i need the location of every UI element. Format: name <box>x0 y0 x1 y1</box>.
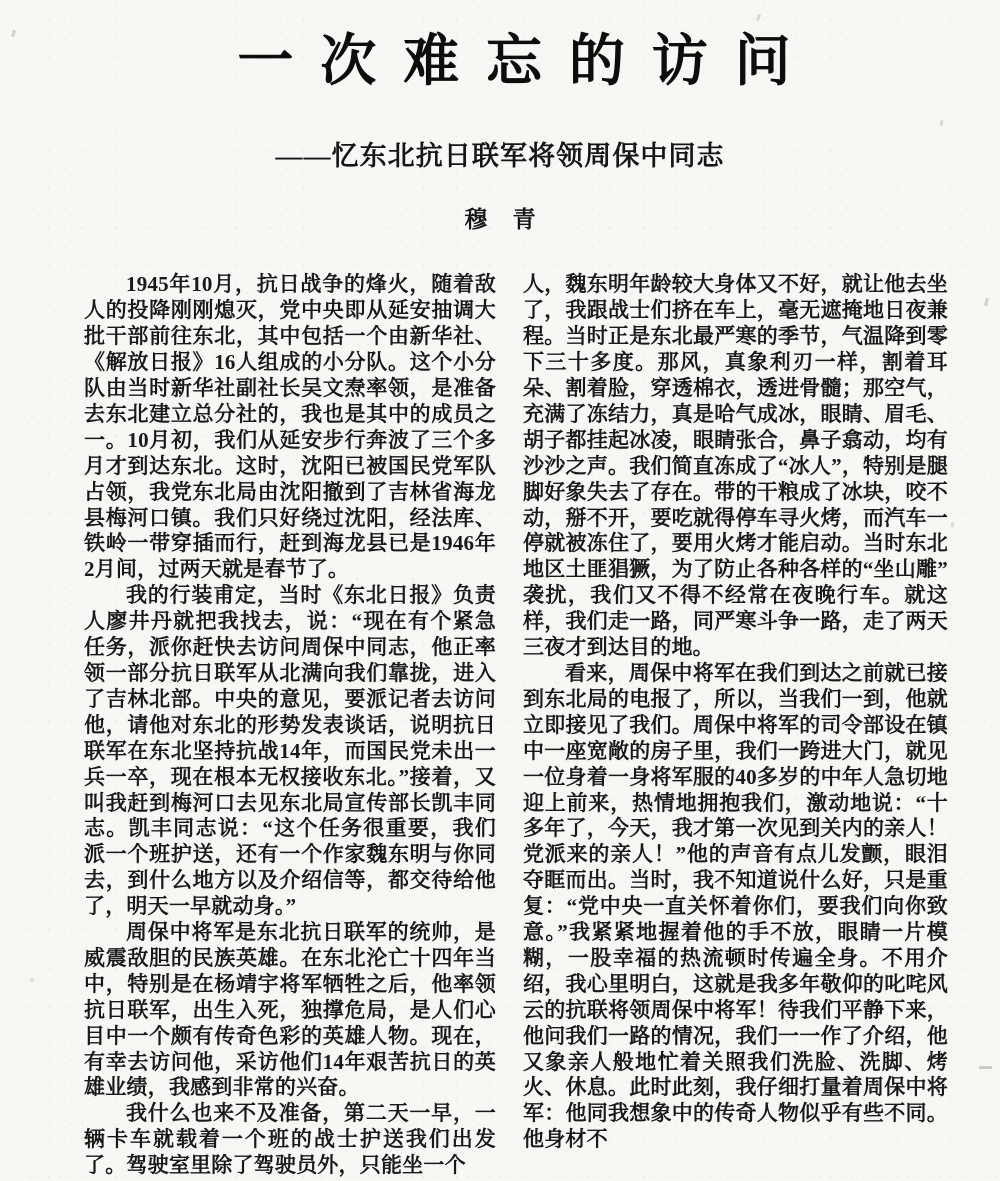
article-author: 穆青 <box>464 207 561 233</box>
paragraph-1: 1945年10月，抗日战争的烽火，随着敌人的投降刚刚熄灭，党中央即从延安抽调大批干部前往东北，其中包括一个由新华社、《解放日报》16人组成的小分队。这个小分队由当时新华社副社长吴文焘率领，是准备去东北建立总分社的，我也是其中的成员之一。10月初，我们从延安步行奔波了三个多月才到达东北。这时，沈阳已被国民党军队占领，我党东北局由沈阳撤到了吉林省海龙县梅河口镇。我们只好绕过沈阳，经法库、铁岭一带穿插而行，赶到海龙县已是1946年2月间，过两天就是春节了。 <box>84 272 496 582</box>
scan-speck <box>951 522 954 527</box>
right-column <box>523 272 948 1179</box>
article-subtitle: ——忆东北抗日联军将领周保中同志 <box>275 141 725 172</box>
paragraph-4: 我什么也来不及准备，第二天一早，一辆卡车就载着一个班的战士护送我们出发了。驾驶室里除了驾驶员外，只能坐一个 <box>84 1101 496 1178</box>
paragraph-5: 看来，周保中将军在我们到达之前就已接到东北局的电报了，所以，当我们一到，他就立即接见了我们。周保中将军的司令部设在镇中一座宽敞的房子里，我们一跨进大门，就见一位身着一身将军服的40多岁的中年人急切地迎上前来，热情地拥抱我们，激动地说：“十多年了，今天，我才第一次见到关内的亲人！党派来的亲人！”他的声音有点儿发颤，眼泪夺眶而出。当时，我不知道说什么好，只是重复：“党中央一直关怀着你们，要我们向你致意。”我紧紧地握着他的手不放，眼睛一片模糊，一股幸福的热流顿时传遍全身。不用介绍，我心里明白，这就是我多年敬仰的叱咤风云的抗联将领周保中将军！待我们平静下来，他问我们一路的情况，我们一一作了介绍，他又象亲人般地忙着关照我们洗脸、洗脚、烤火、休息。此时此刻，我仔细打量着周保中将军：他同我想象中的传奇人物似乎有些不同。他身材不 <box>523 660 948 1152</box>
article-title: 一次难忘的访问 <box>237 31 818 93</box>
scan-speck <box>30 978 34 982</box>
article-body <box>0 272 1000 1179</box>
paragraph-2: 我的行装甫定，当时《东北日报》负责人廖井丹就把我找去，说：“现在有个紧急任务，派你赶快去访问周保中同志，他正率领一部分抗日联军从北满向我们靠拢，进入了吉林北部。中央的意见，要派记者去访问他，请他对东北的形势发表谈话，说明抗日联军在东北坚持抗战14年，而国民党未出一兵一卒，现在根本无权接收东北。”接着，又叫我赶到梅河口去见东北局宣传部长凯丰同志。凯丰同志说：“这个任务很重要，我们派一个班护送，还有一个作家魏东明与你同去，到什么地方以及介绍信等，都交待给他了，明天一早就动身。” <box>84 583 496 919</box>
left-column <box>84 272 496 1179</box>
paragraph-4-continuation: 人，魏东明年龄较大身体又不好，就让他去坐了，我跟战士们挤在车上，毫无遮掩地日夜兼程。当时正是东北最严寒的季节，气温降到零下三十多度。那风，真象利刃一样，割着耳朵、割着脸，穿透棉衣，透进骨髓；那空气，充满了冻结力，真是哈气成冰，眼睛、眉毛、胡子都挂起冰凌，眼睛张合，鼻子翕动，均有沙沙之声。我们简直冻成了“冰人”，特别是腿脚好象失去了存在。带的干粮成了冰块，咬不动，掰不开，要吃就得停车寻火烤，而汽车一停就被冻住了，要用火烤才能启动。当时东北地区土匪猖獗，为了防止各种各样的“坐山雕”袭扰，我们又不得不经常在夜晚行车。就这样，我们走一路，同严寒斗争一路，走了两天三夜才到达目的地。 <box>523 272 948 660</box>
article-header <box>0 0 1000 234</box>
scan-speck <box>979 1066 992 1069</box>
paragraph-3: 周保中将军是东北抗日联军的统帅，是威震敌胆的民族英雄。在东北沦亡十四年当中，特别是在杨靖宇将军牺牲之后，他率领抗日联军，出生入死，独撑危局，是人们心目中一个颇有传奇色彩的英雄人物。现在，有幸去访问他，采访他们14年艰苦抗日的英雄业绩，我感到非常的兴奋。 <box>84 920 496 1100</box>
